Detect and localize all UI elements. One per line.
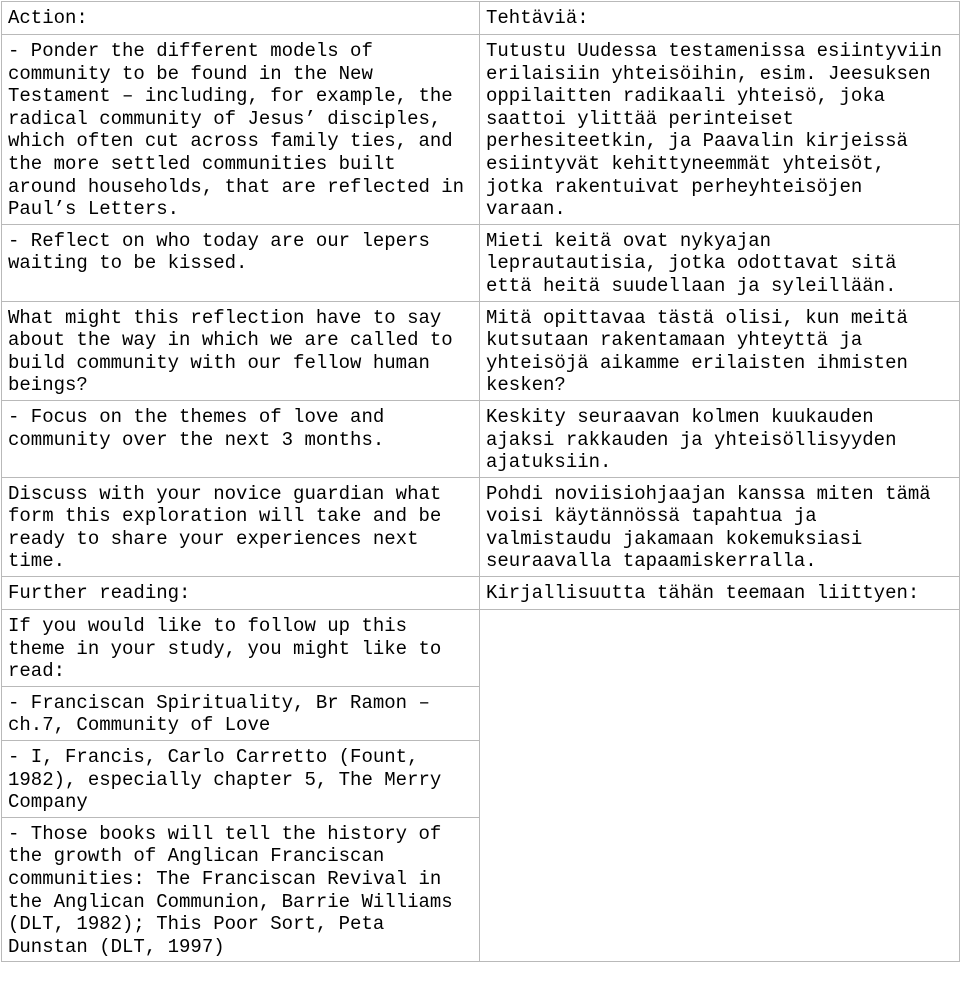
further-reading-en: Further reading:: [2, 577, 480, 610]
models-text-fi: Tutustu Uudessa testamenissa esiintyviin erilaisiin yhteisöihin, esim. Jeesuksen oppilaitten radikaali yhteisö, joka saattoi ylittää perinteiset perhesiteetkin, ja Paavalin kirjeissä esiintyvät kehittyneemmät yhteisöt, jotka rakentuivat perheyhteisöjen varaan.: [480, 35, 960, 225]
table-row: [2, 224, 960, 301]
reflection-text-fi: Mitä opittavaa tästä olisi, kun meitä kutsutaan rakentamaan yhteyttä ja yhteisöjä aikamme erilaisten ihmisten kesken?: [480, 301, 960, 400]
reflection-text-en: What might this reflection have to say about the way in which we are called to build community with our fellow human beings?: [2, 301, 480, 400]
table-row: [2, 577, 960, 610]
book-3: - Those books will tell the history of the growth of Anglican Franciscan communities: The Franciscan Revival in the Anglican Communion, Barrie Williams (DLT, 1982); This Poor Sort, Peta Dunstan (DLT, 1997): [2, 817, 480, 962]
follow-up-text-en: If you would like to follow up this theme in your study, you might like to read:: [2, 610, 480, 687]
discuss-text-en: Discuss with your novice guardian what form this exploration will take and be ready to share your experiences next time.: [2, 477, 480, 576]
empty-cell-fi: [480, 610, 960, 962]
table-row: [2, 2, 960, 35]
lepers-text-en: - Reflect on who today are our lepers waiting to be kissed.: [2, 224, 480, 301]
models-text-en: - Ponder the different models of community to be found in the New Testament – including, for example, the radical community of Jesus’ disciples, which often cut across family ties, and the more settled communities built around households, that are reflected in Paul’s Letters.: [2, 35, 480, 225]
table-row: [2, 301, 960, 400]
action-header-en: Action:: [2, 2, 480, 35]
table-row: [2, 35, 960, 225]
focus-text-fi: Keskity seuraavan kolmen kuukauden ajaksi rakkauden ja yhteisöllisyyden ajatuksiin.: [480, 400, 960, 477]
table-row: [2, 610, 960, 687]
focus-text-en: - Focus on the themes of love and community over the next 3 months.: [2, 400, 480, 477]
table-row: [2, 400, 960, 477]
bilingual-table: [1, 1, 960, 962]
action-header-fi: Tehtäviä:: [480, 2, 960, 35]
table-row: [2, 477, 960, 576]
discuss-text-fi: Pohdi noviisiohjaajan kanssa miten tämä voisi käytännössä tapahtua ja valmistaudu jakamaan kokemuksiasi seuraavalla tapaamiskerralla.: [480, 477, 960, 576]
book-2: - I, Francis, Carlo Carretto (Fount, 1982), especially chapter 5, The Merry Company: [2, 741, 480, 818]
book-1: - Franciscan Spirituality, Br Ramon – ch.7, Community of Love: [2, 686, 480, 740]
further-reading-fi: Kirjallisuutta tähän teemaan liittyen:: [480, 577, 960, 610]
lepers-text-fi: Mieti keitä ovat nykyajan leprautautisia, jotka odottavat sitä että heitä suudellaan ja syleillään.: [480, 224, 960, 301]
